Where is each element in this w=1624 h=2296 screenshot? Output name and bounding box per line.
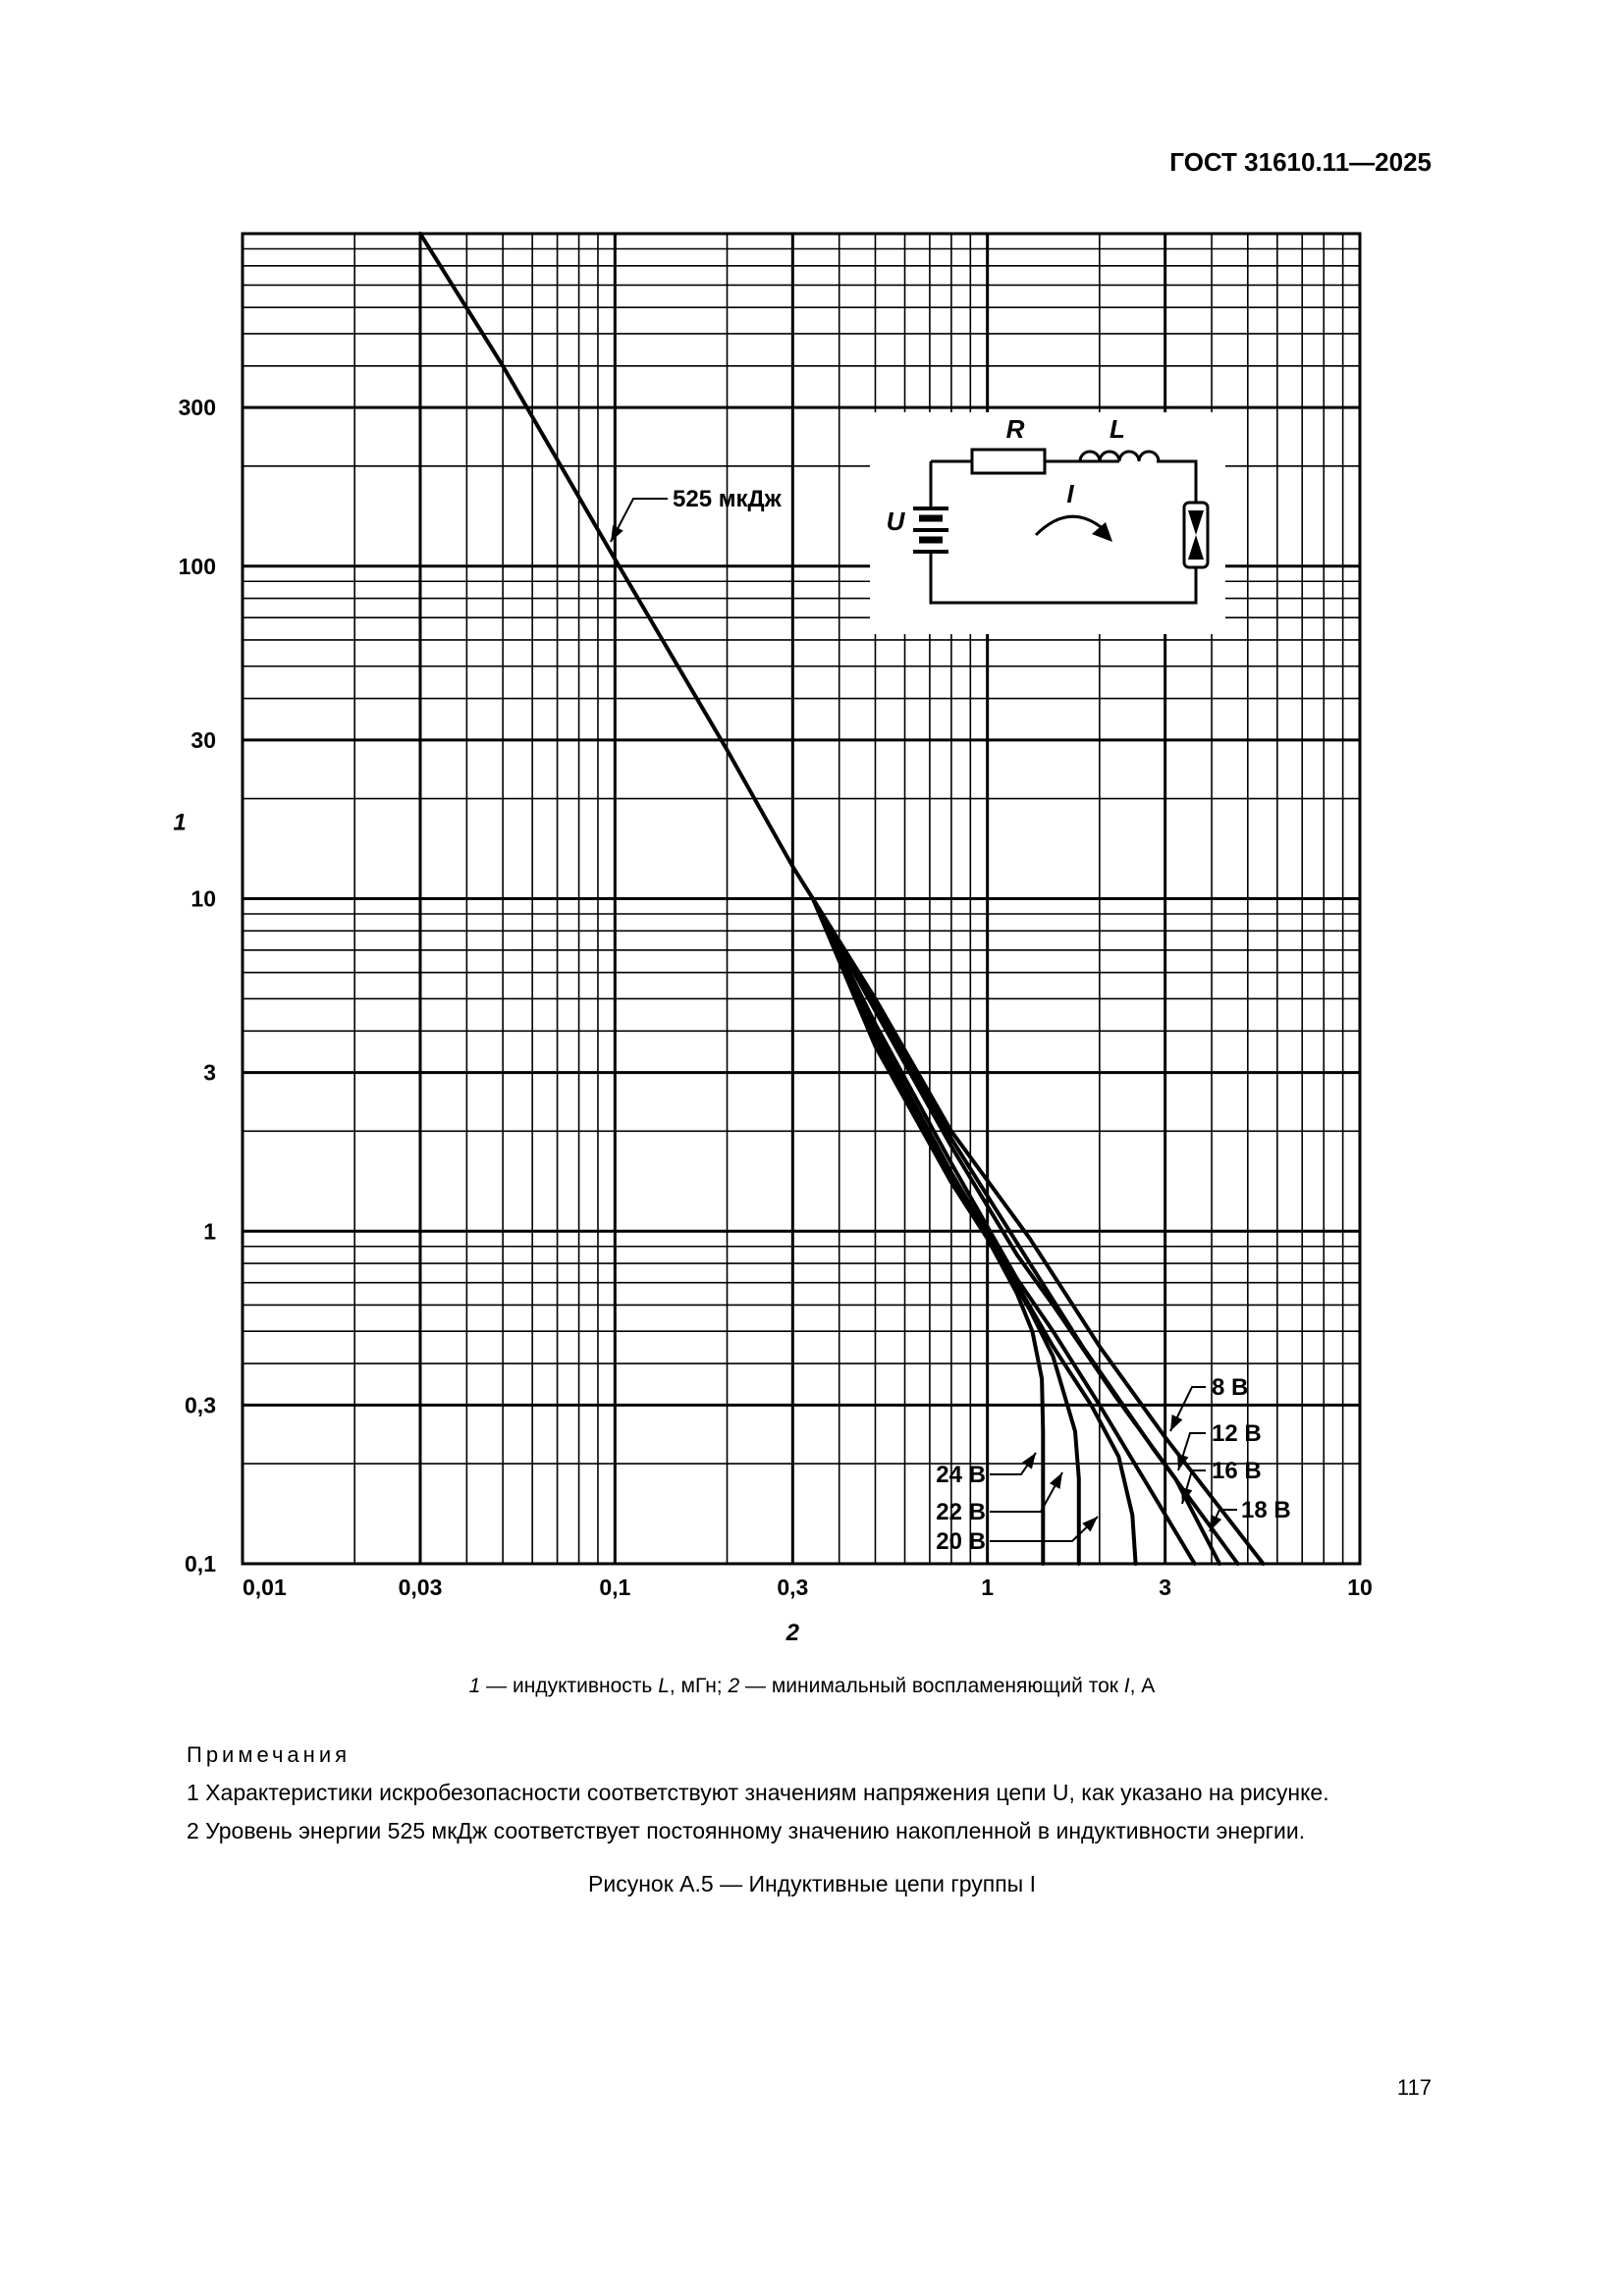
spark-gap-icon bbox=[1184, 503, 1208, 567]
x-tick-label: 1 bbox=[981, 1575, 995, 1600]
note-1: 1 Характеристики искробезопасности соответствуют значениям напряжения цепи U, как указано на рисунке. bbox=[187, 1780, 1329, 1805]
inset-label-u: U bbox=[886, 507, 905, 536]
notes-title: Примечания bbox=[187, 1742, 352, 1767]
label-8v: 8 В bbox=[1212, 1374, 1249, 1401]
x-tick-label: 3 bbox=[1159, 1575, 1172, 1600]
inset-label-i: I bbox=[1066, 479, 1074, 508]
x-tick-label: 10 bbox=[1347, 1575, 1373, 1600]
x-tick-labels bbox=[243, 1575, 1373, 1600]
label-22v: 22 В bbox=[936, 1499, 986, 1525]
leader-22v bbox=[990, 1472, 1062, 1512]
y-tick-label: 300 bbox=[178, 395, 216, 421]
standard-number: ГОСТ 31610.11—2025 bbox=[1169, 147, 1432, 177]
x-tick-label: 0,03 bbox=[398, 1575, 443, 1600]
y-tick-label: 3 bbox=[203, 1059, 216, 1086]
y-tick-label: 0,3 bbox=[185, 1392, 216, 1418]
x-tick-label: 0,01 bbox=[243, 1575, 287, 1600]
y-tick-labels bbox=[179, 395, 217, 1576]
y-tick-label: 100 bbox=[178, 553, 216, 579]
x-axis-label: 2 bbox=[785, 1620, 800, 1646]
label-24v: 24 В bbox=[936, 1462, 986, 1488]
notes bbox=[187, 1735, 1329, 1850]
figure-legend: 1 — индуктивность L, мГн; 2 — минимальный воспламеняющий ток I, А bbox=[468, 1675, 1156, 1697]
y-tick-label: 10 bbox=[190, 885, 216, 912]
arrowhead bbox=[1170, 1415, 1182, 1431]
inset-label-r: R bbox=[1005, 414, 1025, 444]
y-tick-label: 30 bbox=[190, 726, 216, 753]
figure-title: Рисунок А.5 — Индуктивные цепи группы I bbox=[588, 1871, 1036, 1896]
label-525-mkdzh: 525 мкДж bbox=[673, 486, 782, 512]
annotation-leaders bbox=[611, 499, 1237, 1541]
y-tick-label: 1 bbox=[203, 1218, 216, 1245]
annotations bbox=[673, 486, 1291, 1555]
arrowhead bbox=[611, 525, 623, 542]
resistor-icon bbox=[972, 450, 1045, 473]
page-number: 117 bbox=[1396, 2075, 1432, 2100]
label-18v: 18 В bbox=[1241, 1497, 1291, 1523]
note-2: 2 Уровень энергии 525 мкДж соответствует постоянному значению накопленной в индуктивности энергии. bbox=[187, 1818, 1306, 1843]
label-12v: 12 В bbox=[1212, 1420, 1262, 1447]
leader-525 bbox=[611, 499, 668, 542]
x-tick-label: 0,3 bbox=[777, 1575, 809, 1600]
y-tick-label: 0,1 bbox=[185, 1551, 216, 1576]
y-axis-label: 1 bbox=[173, 809, 187, 836]
label-20v: 20 В bbox=[936, 1528, 986, 1555]
circuit-inset bbox=[870, 412, 1225, 634]
arrowhead bbox=[1022, 1453, 1036, 1469]
arrowhead bbox=[1050, 1472, 1062, 1489]
label-16v: 16 В bbox=[1212, 1458, 1262, 1484]
arrowhead bbox=[1210, 1515, 1221, 1531]
inset-label-l: L bbox=[1110, 414, 1125, 444]
x-tick-label: 0,1 bbox=[599, 1575, 631, 1600]
